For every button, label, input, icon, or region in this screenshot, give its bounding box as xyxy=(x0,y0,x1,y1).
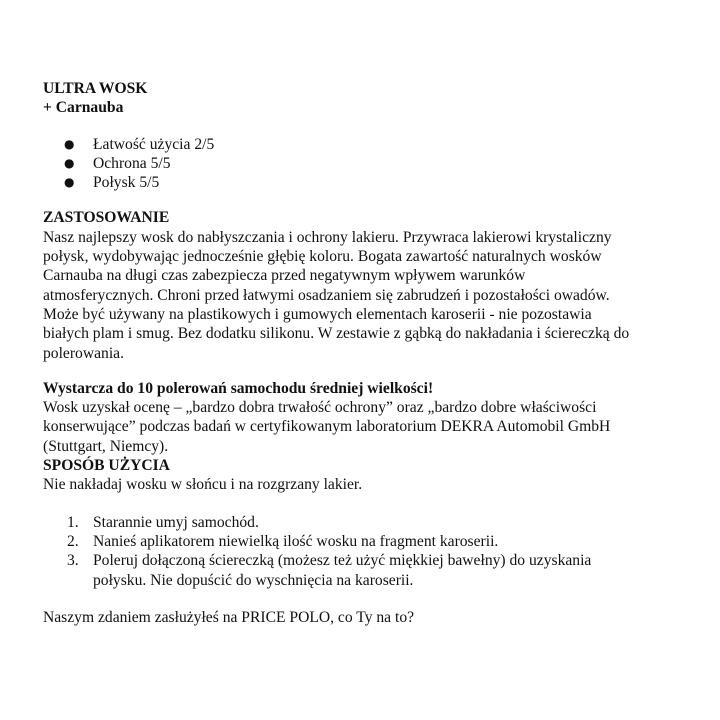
bullet-icon: ● xyxy=(64,155,75,170)
usage-line: atmosferycznych. Chroni przed łatwymi osadzaniem się zabrudzeń i pozostałości owadów. xyxy=(43,286,610,304)
usage-paragraph xyxy=(43,228,690,363)
coverage-line: (Stuttgart, Niemcy). xyxy=(43,437,169,455)
step-text: Poleruj dołączoną ściereczką (możesz też użyć miękkiej bawełny) do uzyskania xyxy=(93,552,592,570)
step-text: połysku. Nie dopuścić do wyschnięcia na karoserii. xyxy=(93,571,414,589)
coverage-line: konserwujące” podczas badań w certyfikowanym laboratorium DEKRA Automobil GmbH xyxy=(43,418,611,436)
step-number: 3. xyxy=(67,552,79,570)
feature-text: Łatwość użycia 2/5 xyxy=(93,135,215,153)
step-text: Nanieś aplikatorem niewielką ilość wosku na fragment karoserii. xyxy=(93,532,499,550)
feature-text: Połysk 5/5 xyxy=(93,174,160,192)
usage-line: Carnauba na długi czas zabezpiecza przed negatywnym wpływem warunków xyxy=(43,267,526,285)
feature-text: Ochrona 5/5 xyxy=(93,154,171,172)
step-item xyxy=(43,513,690,532)
product-header xyxy=(43,79,690,118)
usage-section xyxy=(43,208,690,362)
features-list xyxy=(43,135,690,193)
step-text: Starannie umyj samochód. xyxy=(93,513,259,531)
step-number: 2. xyxy=(67,532,79,550)
usage-line: polerowania. xyxy=(43,344,124,362)
usage-line: białych plam i smug. Bez dodatku silikonu. W zestawie z gąbką do nakładania i ściereczką do xyxy=(43,325,630,343)
closing-line: Naszym zdaniem zasłużyłeś na PRICE POLO, co Ty na to? xyxy=(43,608,415,626)
feature-item xyxy=(43,135,690,154)
method-intro: Nie nakładaj wosku w słońcu i na rozgrzany lakier. xyxy=(43,476,363,494)
usage-heading: ZASTOSOWANIE xyxy=(43,209,170,227)
coverage-section xyxy=(43,379,690,456)
usage-line: połysk, wydobywając jednocześnie głębię koloru. Bogata zawartość naturalnych wosków xyxy=(43,248,602,266)
steps-list xyxy=(43,513,690,590)
bullet-icon: ● xyxy=(64,175,75,190)
coverage-heading: Wystarcza do 10 polerowań samochodu średniej wielkości! xyxy=(43,379,434,397)
coverage-paragraph xyxy=(43,398,690,456)
step-item xyxy=(43,532,690,551)
bullet-icon: ● xyxy=(64,136,75,151)
usage-line: Może być używany na plastikowych i gumowych elementach karoserii - nie pozostawia xyxy=(43,305,592,323)
product-subtitle: + Carnauba xyxy=(43,99,124,117)
feature-item xyxy=(43,154,690,173)
method-section xyxy=(43,456,690,590)
step-item xyxy=(43,551,690,590)
step-number: 1. xyxy=(67,513,79,531)
coverage-line: Wosk uzyskał ocenę – „bardzo dobra trwałość ochrony” oraz „bardzo dobre właściwości xyxy=(43,399,597,417)
feature-item xyxy=(43,173,690,192)
method-heading: SPOSÓB UŻYCIA xyxy=(43,457,170,475)
usage-line: Nasz najlepszy wosk do nabłyszczania i ochrony lakieru. Przywraca lakierowi krystaliczny xyxy=(43,228,612,246)
product-title: ULTRA WOSK xyxy=(43,80,148,97)
